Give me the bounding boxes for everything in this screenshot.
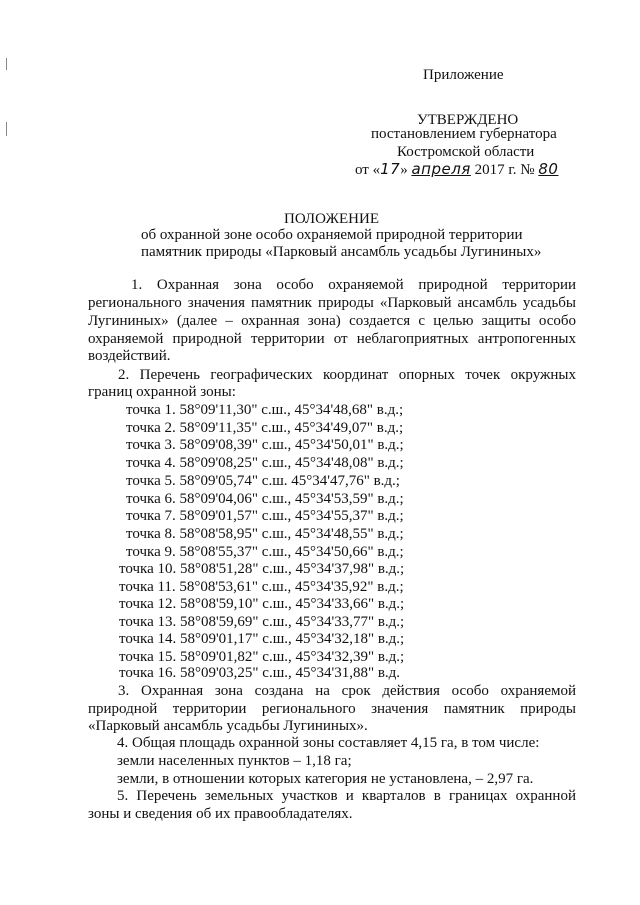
point-item: точка 16. 58°09'03,25" с.ш., 45°34'31,88" в.д. [119, 665, 401, 681]
point-item: точка 12. 58°08'59,10" с.ш., 45°34'33,66" в.д.; [119, 596, 405, 612]
appendix-label: Приложение [423, 67, 504, 83]
point-item: точка 14. 58°09'01,17" с.ш., 45°34'32,18" в.д.; [119, 631, 405, 647]
point-item: точка 6. 58°09'04,06" с.ш., 45°34'53,59" в.д.; [126, 491, 404, 507]
decree-date-line [355, 160, 584, 179]
para5-line: зоны и сведения об их правообладателях. [88, 806, 353, 822]
point-item: точка 1. 58°09'11,30" с.ш., 45°34'48,68" в.д.; [126, 402, 404, 418]
title-line-1: об охранной зоне особо охраняемой природной территории [141, 227, 523, 243]
point-item: точка 5. 58°09'05,74" с.ш. 45°34'47,76" в.д.; [126, 473, 400, 489]
para1-line: 1. Охранная зона особо охраняемой природной территории [131, 277, 576, 293]
region-line: Костромской области [397, 144, 535, 160]
point-item: точка 9. 58°08'55,37" с.ш., 45°34'50,66" в.д.; [126, 544, 404, 560]
para1-line: охраняемой природной территории от неблагоприятных антропогенных [88, 331, 576, 347]
date-number: 80 [538, 160, 559, 178]
para2-line: границ охранной зоны: [88, 384, 236, 400]
date-prefix: от « [355, 162, 381, 178]
date-year: 2017 г. № [470, 162, 539, 178]
decree-line: постановлением губернатора [371, 126, 557, 142]
date-day: 17 [380, 160, 401, 178]
para1-line: регионального значения памятник природы «Парковый ансамбль усадьбы [88, 295, 576, 311]
date-month: апреля [411, 160, 471, 178]
para3-line: 3. Охранная зона создана на срок действия особо охраняемой [118, 683, 576, 699]
point-item: точка 13. 58°08'59,69" с.ш., 45°34'33,77" в.д.; [119, 614, 405, 630]
scan-mark [6, 58, 7, 70]
point-item: точка 11. 58°08'53,61" с.ш., 45°34'35,92" в.д.; [119, 579, 404, 595]
point-item: точка 8. 58°08'58,95" с.ш., 45°34'48,55" в.д.; [126, 526, 404, 542]
para4-line: 4. Общая площадь охранной зоны составляет 4,15 га, в том числе: [117, 735, 540, 751]
para3-line: природной территории регионального значения памятник природы [88, 701, 576, 717]
title-line-2: памятник природы «Парковый ансамбль усадьбы Лугининых» [141, 244, 542, 260]
point-item: точка 7. 58°09'01,57" с.ш., 45°34'55,37" в.д.; [126, 508, 404, 524]
point-item: точка 15. 58°09'01,82" с.ш., 45°34'32,39" в.д.; [119, 649, 405, 665]
para4-line: земли, в отношении которых категория не установлена, – 2,97 га. [117, 771, 534, 787]
date-mid: » [400, 162, 412, 178]
para2-line: 2. Перечень географических координат опорных точек окружных [118, 367, 576, 383]
approved-label: УТВЕРЖДЕНО [417, 112, 519, 128]
point-item: точка 2. 58°09'11,35" с.ш., 45°34'49,07" в.д.; [126, 420, 404, 436]
para3-line: «Парковый ансамбль усадьбы Лугининых». [88, 718, 368, 734]
point-item: точка 3. 58°09'08,39" с.ш., 45°34'50,01" в.д.; [126, 437, 404, 453]
point-item: точка 4. 58°09'08,25" с.ш., 45°34'48,08" в.д.; [126, 455, 404, 471]
document-title: ПОЛОЖЕНИЕ [284, 211, 379, 227]
para1-line: Лугининых» (далее – охранная зона) создается с целью защиты особо [88, 313, 576, 329]
scan-mark [6, 122, 7, 136]
para4-line: земли населенных пунктов – 1,18 га; [117, 753, 352, 769]
point-item: точка 10. 58°08'51,28" с.ш., 45°34'37,98" в.д.; [119, 561, 405, 577]
para1-line: воздействий. [88, 348, 171, 364]
para5-line: 5. Перечень земельных участков и кварталов в границах охранной [117, 788, 576, 804]
